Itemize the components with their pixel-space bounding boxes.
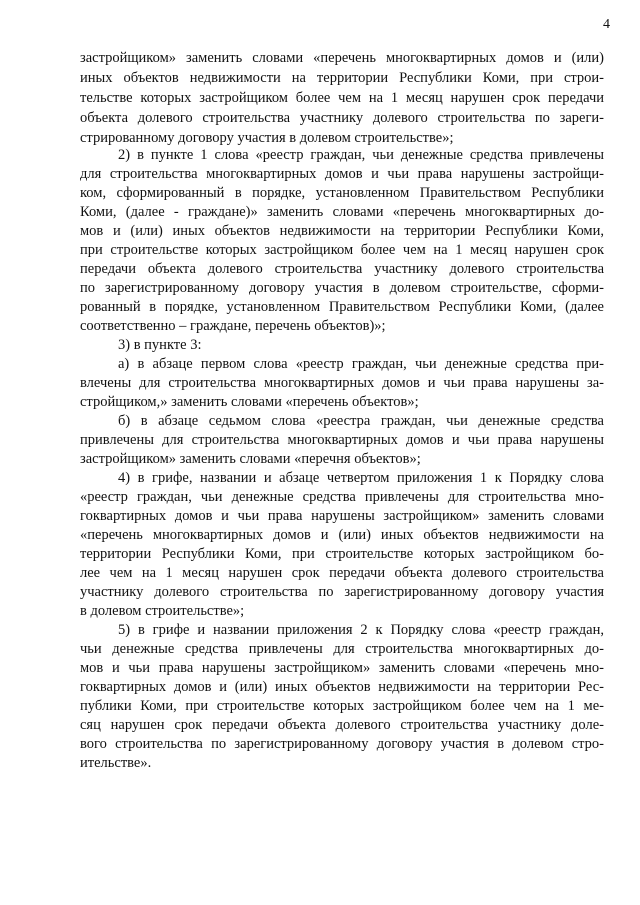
text-line: ком, сформированный в порядке, установленном Правительством Республики (80, 185, 604, 201)
page-number: 4 (603, 17, 610, 32)
text-line: территории Республики Коми, при строительстве которых застройщиком бо- (80, 546, 604, 562)
text-line: стрированному договору участия в долевом строительстве»; (80, 130, 454, 146)
text-line: стройщиком,» заменить словами «перечень объектов»; (80, 394, 419, 410)
text-line: б) в абзаце седьмом слова «реестра граждан, чьи денежные средства (118, 413, 604, 429)
text-line: передачи объекта долевого строительства участнику долевого строительства (80, 261, 604, 277)
text-line: участнику долевого строительства по зарегистрированному договору участия (80, 584, 604, 600)
text-line: для строительства многоквартирных домов и чьи права нарушены застройщи- (80, 166, 604, 182)
text-line: в долевом строительстве»; (80, 603, 245, 619)
text-line: 2) в пункте 1 слова «реестр граждан, чьи денежные средства привлечены (118, 147, 604, 163)
text-line: при строительстве которых застройщиком более чем на 1 месяц нарушен срок (80, 242, 604, 258)
text-line: по зарегистрированному договору участия в долевом строительстве, сформи- (80, 280, 604, 296)
text-line: вого строительства по зарегистрированному договору участия в долевом стро- (80, 736, 604, 752)
text-line: лее чем на 1 месяц нарушен срок передачи объекта долевого строительства (80, 565, 604, 581)
text-line: соответственно – граждане, перечень объектов)»; (80, 318, 386, 334)
text-line: мов и (или) иных объектов недвижимости на территории Республики Коми, (80, 223, 604, 239)
text-line: гоквартирных домов и чьи права нарушены застройщиком» заменить словами (80, 508, 604, 524)
text-line: 3) в пункте 3: (118, 337, 202, 353)
text-line: Коми, (далее - граждане)» заменить словами «перечень многоквартирных до- (80, 204, 604, 220)
text-line: чьи денежные средства привлечены для строительства многоквартирных до- (80, 641, 604, 657)
text-line: иных объектов недвижимости на территории Республики Коми, при строи- (80, 70, 604, 86)
text-line: мов и чьи права нарушены застройщиком» заменить словами «перечень мно- (80, 660, 604, 676)
text-line: тельстве которых застройщиком более чем на 1 месяц нарушен срок передачи (80, 90, 604, 106)
text-line: застройщиком» заменить словами «перечня объектов»; (80, 451, 421, 467)
text-line: 4) в грифе, названии и абзаце четвертом приложения 1 к Порядку слова (118, 470, 604, 486)
text-line: ительстве». (80, 755, 152, 771)
text-line: рованный в порядке, установленном Правительством Республики Коми, (далее (80, 299, 604, 315)
text-line: публики Коми, при строительстве которых застройщиком более чем на 1 ме- (80, 698, 604, 714)
text-line: сяц нарушен срок передачи объекта долевого строительства участнику доле- (80, 717, 604, 733)
text-line: «перечень многоквартирных домов и (или) иных объектов недвижимости на (80, 527, 604, 543)
text-line: привлечены для строительства многоквартирных домов и чьи права нарушены (80, 432, 604, 448)
text-line: объекта долевого строительства участнику долевого строительства по зареги- (80, 110, 604, 126)
text-line: а) в абзаце первом слова «реестр граждан, чьи денежные средства при- (118, 356, 604, 372)
text-line: застройщиком» заменить словами «перечень многоквартирных домов и (или) (80, 50, 604, 66)
text-line: влечены для строительства многоквартирных домов и чьи права нарушены за- (80, 375, 604, 391)
text-line: гоквартирных домов и (или) иных объектов недвижимости на территории Рес- (80, 679, 604, 695)
text-line: 5) в грифе и названии приложения 2 к Порядку слова «реестр граждан, (118, 622, 604, 638)
text-line: «реестр граждан, чьи денежные средства привлечены для строительства мно- (80, 489, 604, 505)
